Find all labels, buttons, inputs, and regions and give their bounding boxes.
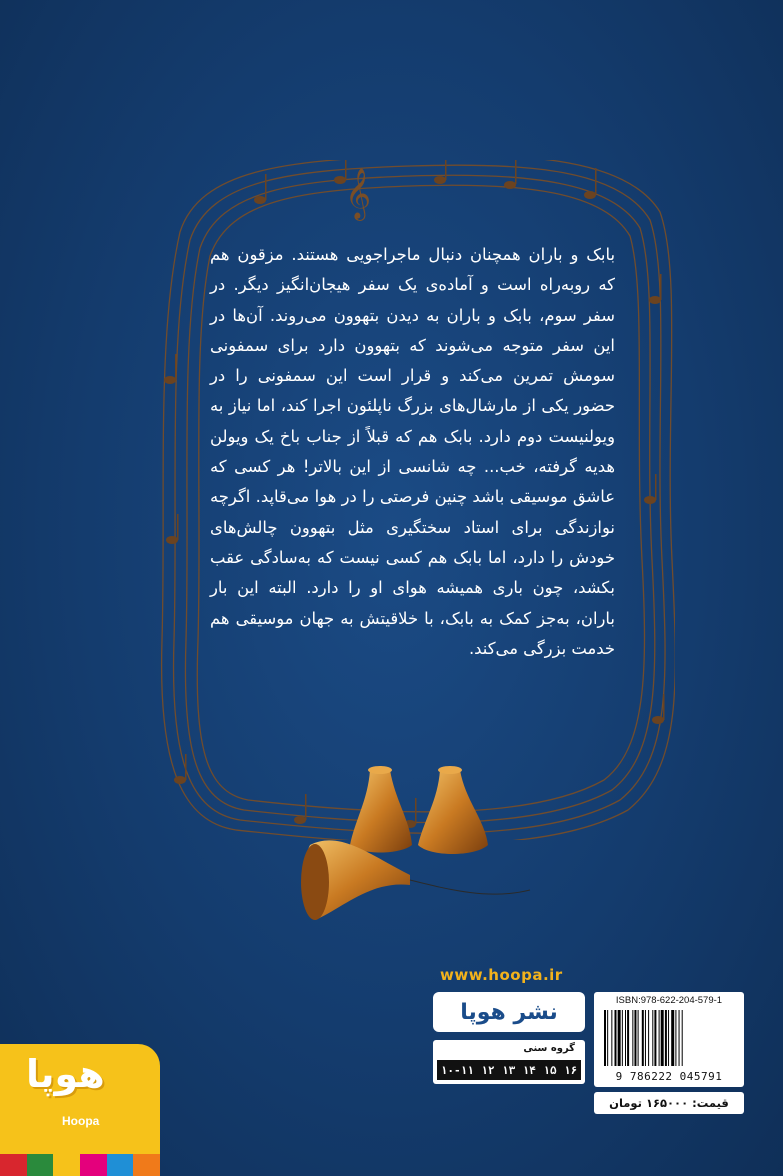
age-value: ۱۰-۱۱ <box>440 1063 474 1077</box>
barcode-bar <box>668 1010 669 1066</box>
logo-mark: هوپا <box>26 1052 105 1096</box>
barcode-bar <box>638 1010 639 1066</box>
barcode-digits: 9 786222 045791 <box>615 1070 723 1083</box>
barcode-bar <box>675 1010 676 1066</box>
age-value: ۱۵ <box>543 1063 557 1077</box>
barcode-bar <box>648 1010 649 1066</box>
barcode-bar <box>625 1010 626 1066</box>
barcode-bar <box>661 1010 664 1066</box>
website-url[interactable]: www.hoopa.ir <box>440 966 563 984</box>
barcode-bar <box>607 1010 608 1066</box>
barcode-bar <box>659 1010 660 1066</box>
barcode-bar <box>604 1010 606 1066</box>
horns-illustration <box>300 760 540 930</box>
barcode-bar <box>665 1010 667 1066</box>
barcode-bar <box>645 1010 646 1066</box>
barcode-bar <box>654 1010 656 1066</box>
isbn-box <box>594 992 744 1087</box>
barcode-bar <box>682 1010 683 1066</box>
barcode-bar <box>671 1010 674 1066</box>
age-group-strip <box>437 1060 581 1080</box>
barcode-bar <box>611 1010 612 1066</box>
barcode-bar <box>618 1010 621 1066</box>
age-value: ۱۴ <box>522 1063 536 1077</box>
age-group-title: گروه سنی <box>523 1043 575 1054</box>
barcode <box>602 1010 736 1066</box>
price-label: قیمت: ۱۶۵۰۰۰ تومان <box>609 1096 729 1110</box>
barcode-bar <box>679 1010 680 1066</box>
barcode-bar <box>652 1010 653 1066</box>
back-cover-blurb: بابک و باران همچنان دنبال ماجراجویی هستند. مزقون هم که روبه‌راه است و آماده‌ی یک سفر هیجان‌انگیز دیگر. در سفر سوم، بابک و باران به دیدن بتهوون می‌روند. آن‌ها در این سفر متوجه می‌شوند که بتهوون دارد برای سمفونی سومش تمرین می‌کند و قرار است این سمفونی را در حضور یکی از مارشال‌های بزرگ ناپلئون اجرا کند، اما نیاز به ویولنیست دوم دارد. بابک هم که قبلاً از جناب باخ یک ویولن هدیه گرفته، خب... چه شانسی از این بالاتر! هر کسی که عاشق موسیقی باشد چنین فرصتی را در هوا می‌قاپد. اگرچه نوازندگی برای استاد سختگیری مثل بتهوون چالش‌های خودش را دارد، اما بابک هم کسی نیست که به‌سادگی عقب بکشد، چون باری همیشه هوای او را دارد. البته این بار باران، به‌جز کمک به بابک، با خلاقیتش به جهان موسیقی هم خدمت بزرگی می‌کند. <box>210 245 615 658</box>
age-value: ۱۲ <box>481 1063 495 1077</box>
age-value: ۱۳ <box>501 1063 516 1077</box>
barcode-bar <box>615 1010 617 1066</box>
barcode-bar <box>642 1010 644 1066</box>
barcode-bar <box>627 1010 629 1066</box>
svg-text:𝄞: 𝄞 <box>345 168 372 219</box>
publisher-box <box>433 992 585 1032</box>
age-group-box <box>433 1040 585 1084</box>
publisher-label: نشر هوپا <box>460 999 558 1025</box>
hoopa-logo <box>0 1044 160 1154</box>
price-box <box>594 1092 744 1114</box>
barcode-bar <box>632 1010 633 1066</box>
age-value: ۱۶ <box>564 1063 578 1077</box>
barcode-bar <box>622 1010 623 1066</box>
isbn-label: ISBN:978-622-204-579-1 <box>615 995 723 1006</box>
color-stripes <box>0 1154 160 1176</box>
barcode-bar <box>634 1010 636 1066</box>
logo-name: Hoopa <box>62 1114 100 1128</box>
